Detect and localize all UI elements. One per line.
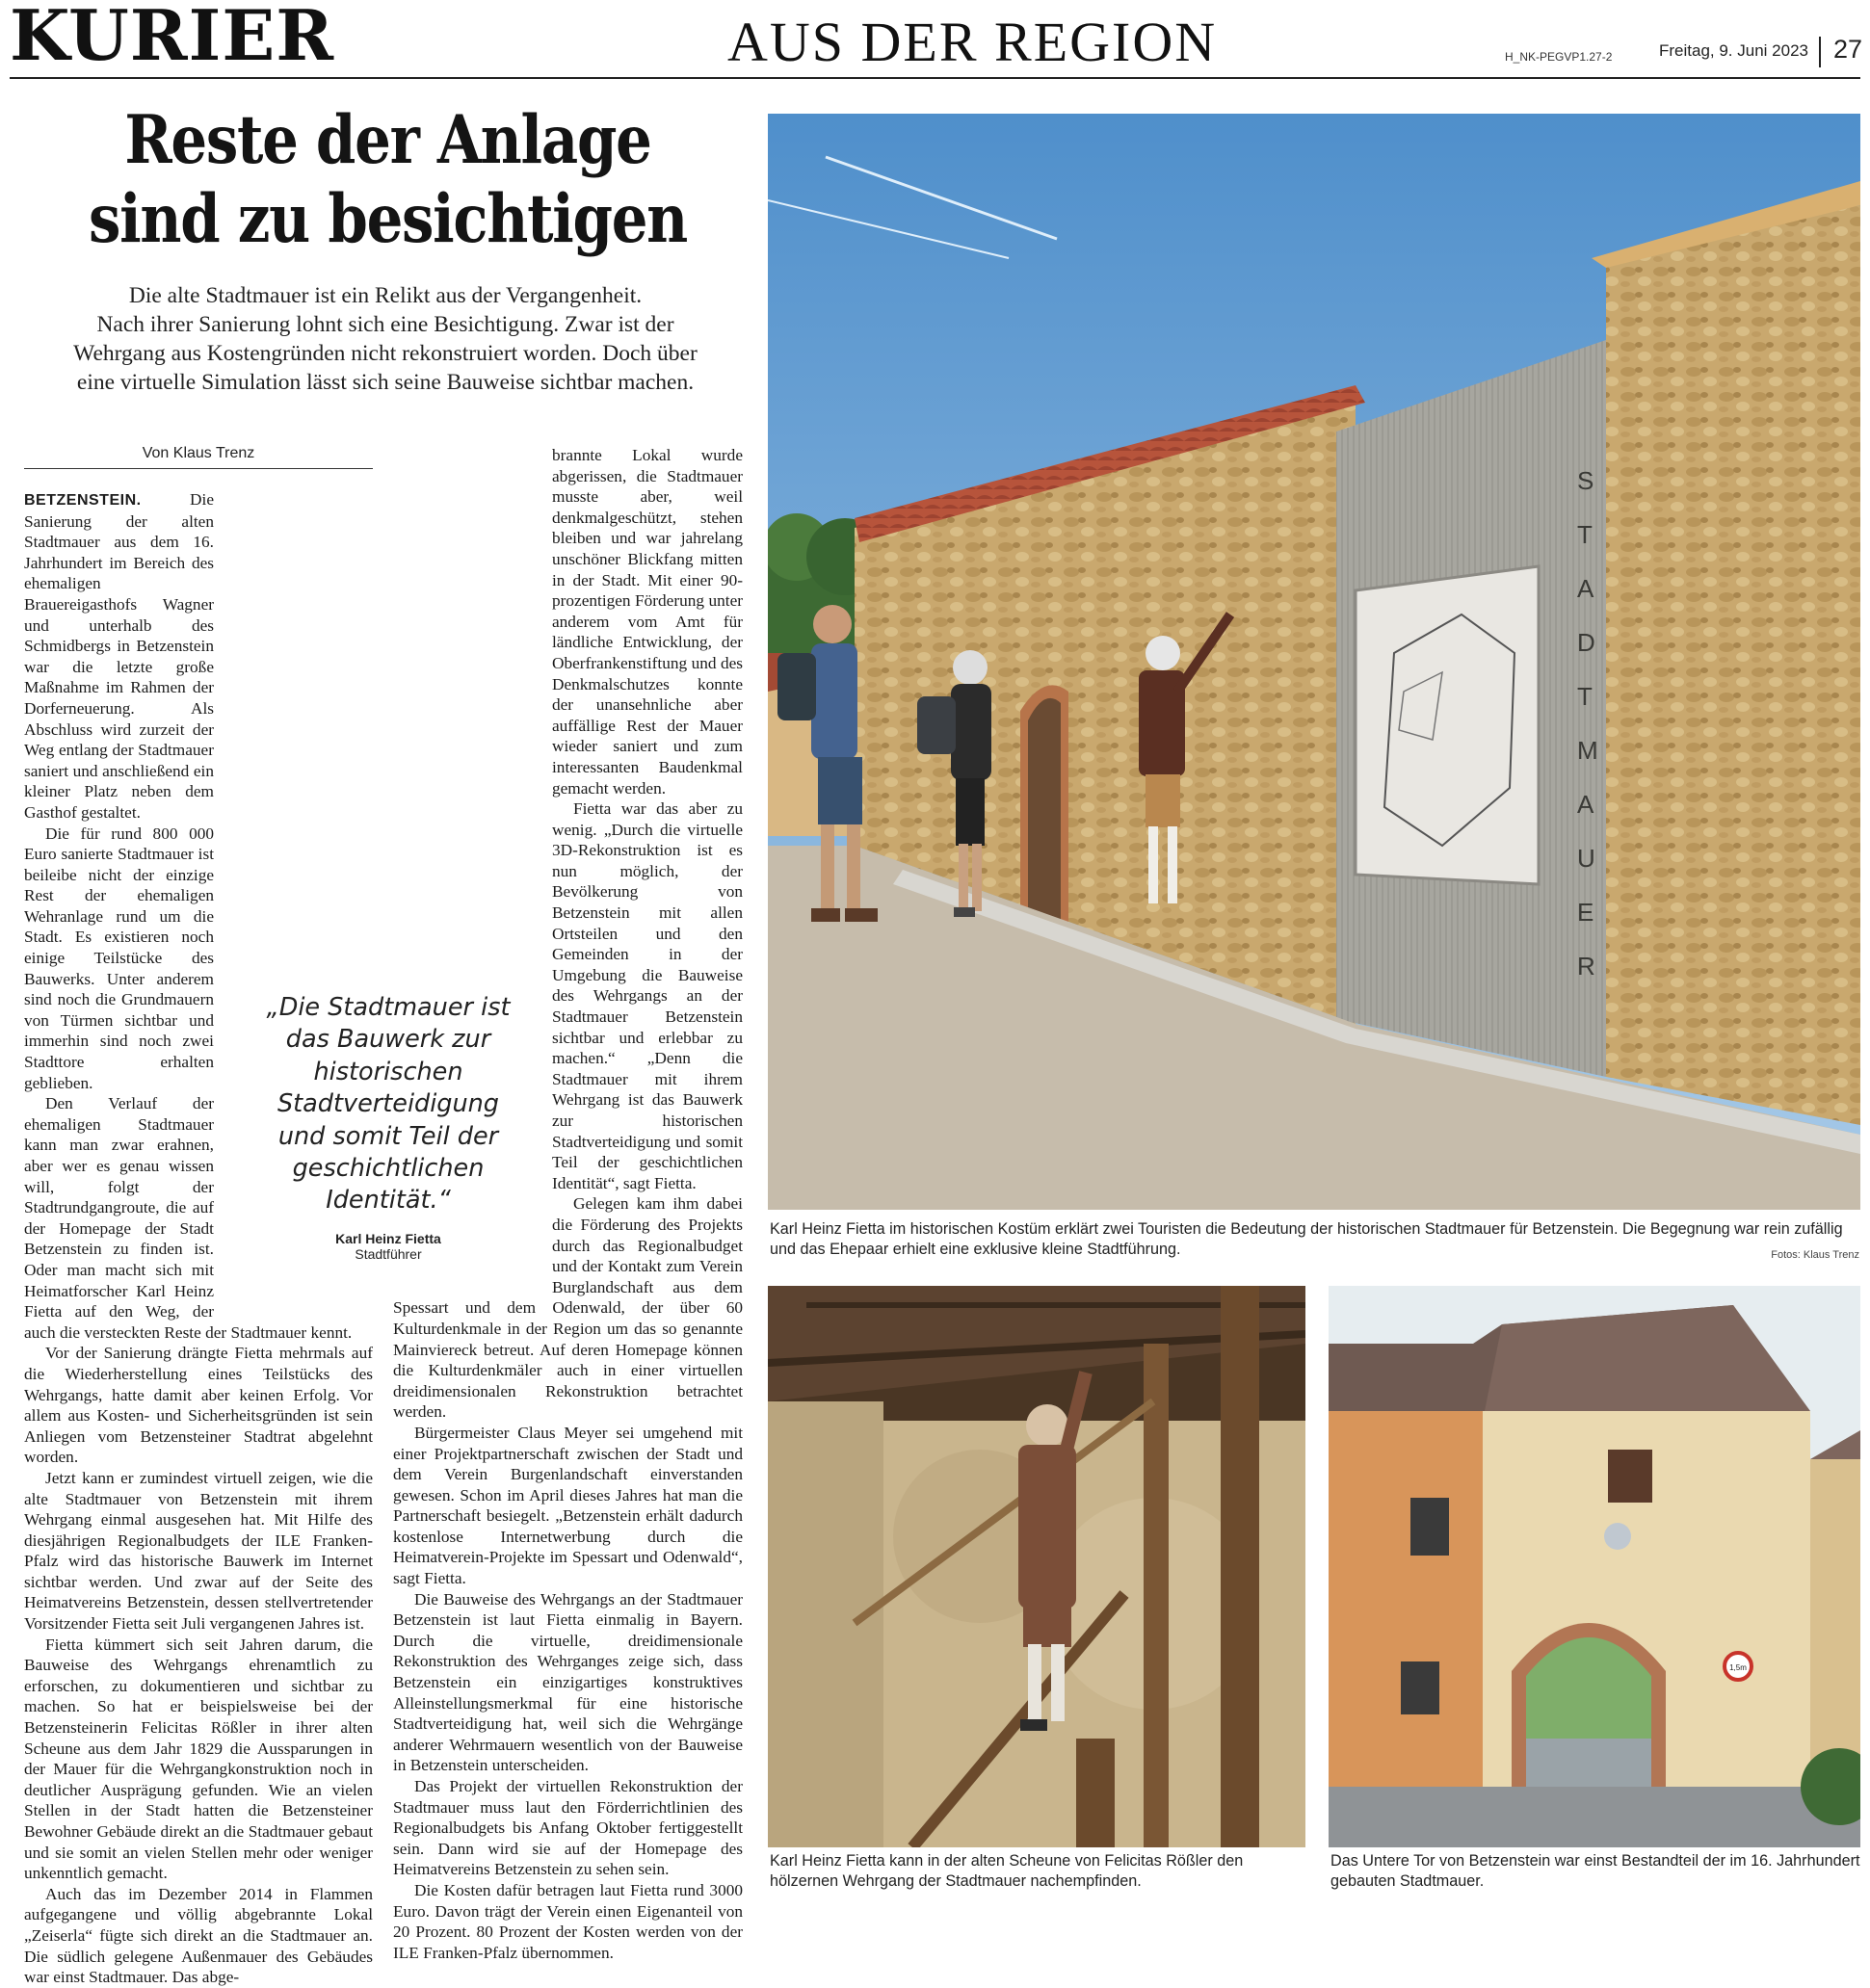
photo-caption: Karl Heinz Fietta im historischen Kostüm erklärt zwei Touristen die Bedeutung der historischen Stadtmauer für Betzenstein. Die Begegnung war rein zufällig und das Ehepaar erhielt eine exklusive kleine Stadtführung. [770,1220,1843,1258]
paragraph: Auch das im Dezember 2014 in Flammen aufgegangene und völlig abgebrannte Lokal „Zeiserla“ fügte sich direkt an die Stadtmauer an. Die südlich gelegene Außenmauer des Gebäudes war einst Stadtmauer. Das abge- [24,1884,373,1987]
masthead [10,0,1863,79]
section-title: AUS DER REGION [727,11,1218,73]
photo-caption: Karl Heinz Fietta kann in der alten Scheune von Felicitas Rößler den hölzernen Wehrgang der Stadtmauer nachempfinden. [770,1852,1244,1890]
town-gate-illustration [1329,1286,1860,1847]
page-number: 27 [1833,35,1863,64]
headline-line: sind zu besichtigen [88,180,688,258]
paragraph: Das Projekt der virtuellen Rekonstruktion der Stadtmauer muss laut den Förderrichtlinien des Regionalbudgets bis Anfang Oktober fertiggestellt sein. Dann wird sie auf der Homepage des Heimatvereins Betzenstein zu sehen sein. [393,1777,743,1879]
barn-illustration [768,1286,1305,1847]
quote-text: „Die Stadtmauer ist das Bauwerk zur historischen Stadtverteidigung und somit Teil der geschichtlichen Identität.“ [266,993,511,1216]
subheadline-line: Wehrgang aus Kostengründen nicht rekonstruiert worden. Doch über [73,341,698,366]
byline: Von Klaus Trenz [24,445,373,469]
headline [79,101,697,259]
subheadline-line: Die alte Stadtmauer ist ein Relikt aus der Vergangenheit. [128,283,643,308]
newspaper-logo: KURIER [10,0,335,76]
photo-barn-interior [768,1286,1305,1847]
speed-limit-sign [1725,1653,1751,1680]
photo-caption: Das Untere Tor von Betzenstein war einst Bestandteil der im 16. Jahrhundert gebauten Stadtmauer. [1330,1852,1860,1890]
photo-credit: Fotos: Klaus Trenz [1771,1249,1859,1261]
city-wall-illustration [768,114,1860,1210]
paragraph: Jetzt kann er zumindest virtuell zeigen, wie die alte Stadtmauer von Betzenstein mit ihrem Wehrgang einmal ausgesehen hat. Mit Hilfe des diesjährigen Regionalbudgets der ILE Franken-Pfalz wird das historische Bauwerk im Internet sichtbar werden. Und zwar auf der Seite des Heimatvereins Betzenstein, dessen stellvertretender Vorsitzender Fietta seit Juli vergangenen Jahres ist. [24,1468,373,1634]
photo-town-gate [1329,1286,1860,1847]
paragraph: Vor der Sanierung drängte Fietta mehrmals auf die Wiederherstellung eines Teilstücks des Wehrgangs, hatte damit aber keinen Erfolg. Vor allem aus Kosten- und Sicherheitsgründen ist sein Anliegen vom Betzensteiner Stadtrat abgelehnt worden. [24,1344,373,1467]
divider [1819,37,1821,67]
subheadline-line: eine virtuelle Simulation lässt sich seine Bauweise sichtbar machen. [76,370,695,395]
paragraph: Die Kosten dafür betragen laut Fietta rund 3000 Euro. Davon trägt der Verein einen Eigenanteil von 20 Prozent. 80 Prozent der Kosten werden von der ILE Franken-Pfalz übernommen. [393,1880,743,1962]
paragraph: Den Verlauf der ehemaligen Stadtmauer kann man zwar erahnen, aber wer es genau wissen will, folgt der Stadtrundgangroute, die auf der Homepage der Stadt Betzenstein zu finden ist. Oder man macht sich mit Heimatforscher Karl Heinz Fietta auf den Weg, der auch die versteckten Reste der Stadtmauer kennt. [24,1094,353,1342]
paragraph: Die Bauweise des Wehrgangs an der Stadtmauer Betzenstein ist laut Fietta einmalig in Bayern. Durch die virtuelle, dreidimensionale Rekonstruktion des Wehrganges zeige sich, dass Betzenstein ein einzigartiges konstruktives Alleinstellungsmerkmal für eine historische Stadtverteidigung hat, weil sich die Wehrgänge anderer Wehrmauern wesentlich von der Bauweise in Betzenstein unterscheiden. [393,1589,743,1775]
paragraph: brannte Lokal wurde abgerissen, die Stadtmauer musste aber, weil denkmalgeschützt, stehen bleiben und war jahrelang unschöner Blickfang mitten in der Stadt. Mit einer 90-prozentigen Förderung unter anderem vom Amt für ländliche Entwicklung, der Oberfrankenstiftung und des Denkmalschutzes konnte der unansehnliche aber auffällige Rest der Mauer wieder saniert und zum interessanten Baudenkmal gemacht werden. [552,446,743,798]
subheadline [19,281,751,397]
paragraph: Gelegen kam ihm dabei die Förderung des Projekts durch das Regionalbudget und der Kontakt zum Verein Burglandschaft aus dem Spessart und dem Odenwald, der über 60 Kulturdenkmale in der Region um das so genannte Mainviereck betreut. Auf deren Homepage können die Kulturdenkmäler auch in einer virtuellen dreidimensionalen Rekonstruktion betrachtet werden. [393,1194,743,1422]
paragraph: Die für rund 800 000 Euro sanierte Stadtmauer ist beileibe nicht der einzige Rest der ehemaligen Wehranlage rund um die Stadt. Es existieren noch einige Teilstücke des Bauwerks. Unter anderem sind noch die Grundmauern von Türmen sichtbar und immerhin sind noch zwei Stadttore erhalten geblieben. [24,824,214,1092]
paragraph: Fietta war das aber zu wenig. „Durch die virtuelle 3D-Rekonstruktion ist es nun möglich, der Bevölkerung von Betzenstein mit allen Ortsteilen und den Gemeinden in der Umgebung die Bauweise des Wehrgangs an der Stadtmauer Betzenstein sichtbar und erlebbar zu machen.“ „Denn die Stadtmauer mit ihrem Wehrgang ist das Bauwerk zur historischen Stadtverteidigung und somit Teil der geschichtlichen Identität“, sagt Fietta. [552,799,743,1192]
paragraph: Bürgermeister Claus Meyer sei umgehend mit einer Projektpartnerschaft zwischen der Stadt und dem Verein Burgenlandschaft einverstanden gewesen. Schon im April dieses Jahres hat man die Partnerschaft besiegelt. „Betzenstein erhält dadurch kostenlose Internetwerbung durch die Heimatverein-Projekte im Spessart und Odenwald“, sagt Fietta. [393,1423,743,1588]
quote-author-role: Stadtführer [355,1245,422,1262]
edition-code: H_NK-PEGVP1.27-2 [1505,50,1613,64]
dateline: BETZENSTEIN. [24,492,142,509]
speed-sign-text: 1,5m [1729,1663,1747,1672]
issue-date: Freitag, 9. Juni 2023 [1659,41,1808,60]
paragraph: BETZENSTEIN. Die Sanierung der alten Stadtmauer aus dem 16. Jahrhundert im Bereich des ehemaligen Brauereigasthofs Wagner und unterhalb des Schmidbergs in Betzenstein war die letzte große Maßnahme im Rahmen der Dorferneuerung. Als Abschluss wird zurzeit der Weg entlang der Stadtmauer saniert und anschließend ein kleiner Platz neben dem Gasthof gestaltet. [24,490,214,822]
subheadline-line: Nach ihrer Sanierung lohnt sich eine Besichtigung. Zwar ist der [96,312,674,337]
quote-author: Karl Heinz Fietta [335,1230,441,1246]
photo-city-wall [768,114,1860,1210]
paragraph: Fietta kümmert sich seit Jahren darum, die Bauweise des Wehrgangs ehrenamtlich zu erforschen, zu dokumentieren und sichtbar zu machen. So hat er beispielsweise bei der Betzensteinerin Felicitas Rößler in ihrer alten Scheune aus dem Jahr 1829 die Aussparungen in der Mauer für die Wehrgangkonstruktion noch in deutlicher Ausprägung gefunden. Wie an vielen Stellen in der Stadt hatten die Betzensteiner Bewohner Gebäude direkt an die Stadtmauer gebaut und sie somit an vielen Stellen mehr oder weniger unkenntlich gemacht. [24,1635,373,1883]
wall-sign-letters: S T A D T M A U E R [1577,466,1598,981]
pull-quote [258,992,518,1262]
headline-line: Reste der Anlage [124,101,651,179]
